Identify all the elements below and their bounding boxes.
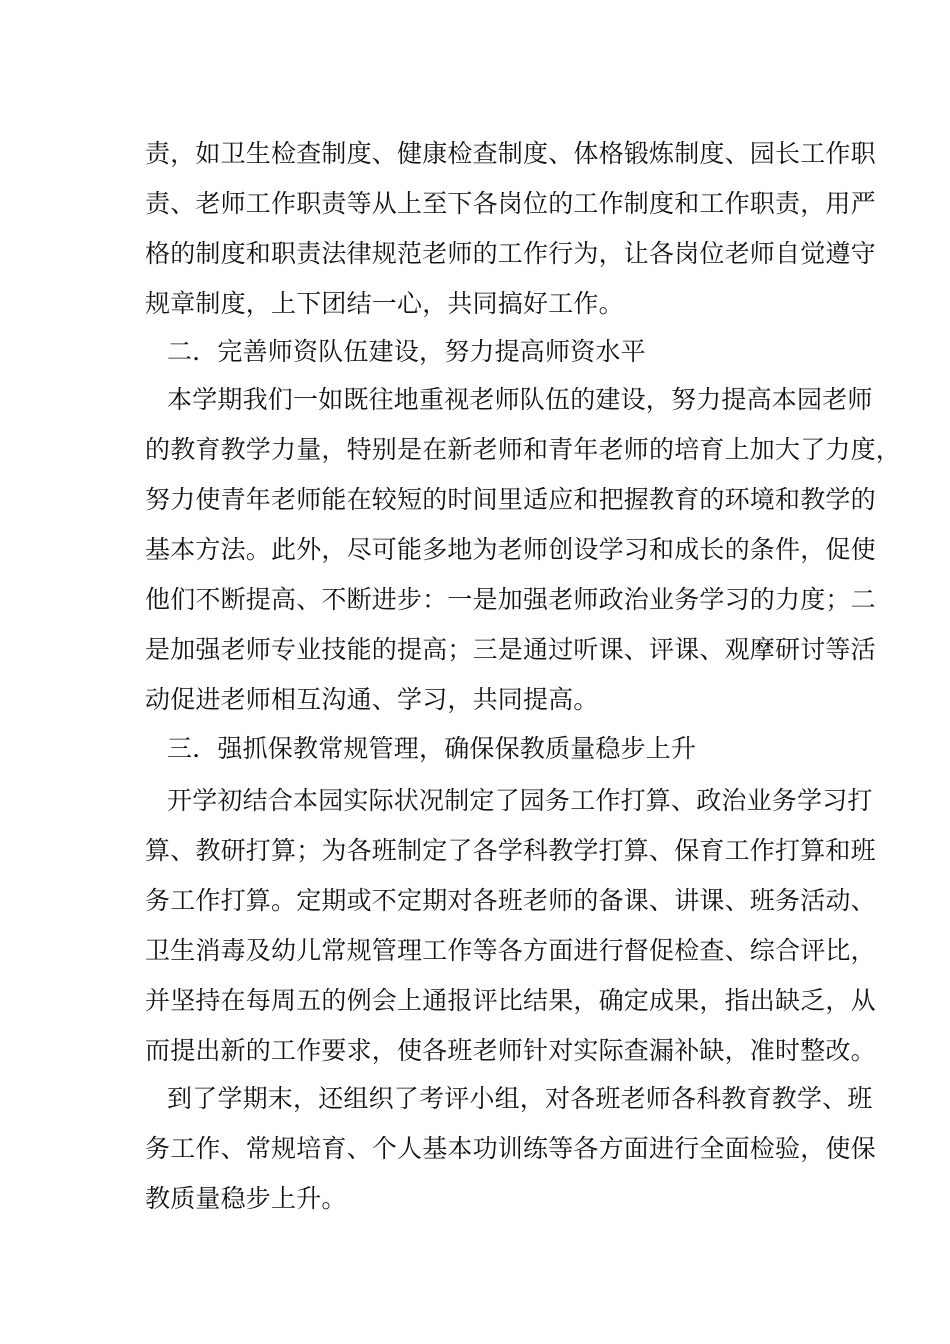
paragraph-line: 格的制度和职责法律规范老师的工作行为，让各岗位老师自觉遵守: [145, 239, 876, 268]
paragraph-line: 是加强老师专业技能的提高；三是通过听课、评课、观摩研讨等活: [145, 635, 876, 664]
paragraph-line: 责，如卫生检查制度、健康检查制度、体格锻炼制度、园长工作职: [145, 139, 876, 168]
paragraph-line: 开学初结合本园实际状况制定了园务工作打算、政治业务学习打: [167, 786, 873, 815]
paragraph-line: 他们不断提高、不断进步：一是加强老师政治业务学习的力度；二: [145, 585, 876, 614]
paragraph-line: 的教育教学力量，特别是在新老师和青年老师的培育上加大了力度，: [145, 435, 902, 464]
paragraph-line: 到了学期末，还组织了考评小组，对各班老师各科教育教学、班: [167, 1084, 873, 1113]
paragraph-line: 卫生消毒及幼儿常规管理工作等各方面进行督促检查、综合评比，: [145, 936, 876, 965]
paragraph-line: 并坚持在每周五的例会上通报评比结果，确定成果，指出缺乏，从: [145, 986, 876, 1015]
paragraph-line: 而提出新的工作要求，使各班老师针对实际查漏补缺，准时整改。: [145, 1036, 876, 1065]
paragraph-line: 教质量稳步上升。: [145, 1184, 347, 1213]
section-heading: 二．完善师资队伍建设，努力提高师资水平: [167, 337, 646, 366]
paragraph-line: 努力使青年老师能在较短的时间里适应和把握教育的环境和教学的: [145, 485, 876, 514]
paragraph-line: 务工作打算。定期或不定期对各班老师的备课、讲课、班务活动、: [145, 886, 876, 915]
paragraph-line: 务工作、常规培育、个人基本功训练等各方面进行全面检验，使保: [145, 1134, 876, 1163]
paragraph-line: 本学期我们一如既往地重视老师队伍的建设，努力提高本园老师: [167, 385, 873, 414]
paragraph-line: 动促进老师相互沟通、学习，共同提高。: [145, 685, 599, 714]
paragraph-line: 基本方法。此外，尽可能多地为老师创设学习和成长的条件，促使: [145, 535, 876, 564]
paragraph-line: 算、教研打算；为各班制定了各学科教学打算、保育工作打算和班: [145, 836, 876, 865]
paragraph-line: 规章制度，上下团结一心，共同搞好工作。: [145, 289, 624, 318]
section-heading: 三．强抓保教常规管理，确保保教质量稳步上升: [167, 734, 697, 763]
paragraph-line: 责、老师工作职责等从上至下各岗位的工作制度和工作职责，用严: [145, 189, 876, 218]
